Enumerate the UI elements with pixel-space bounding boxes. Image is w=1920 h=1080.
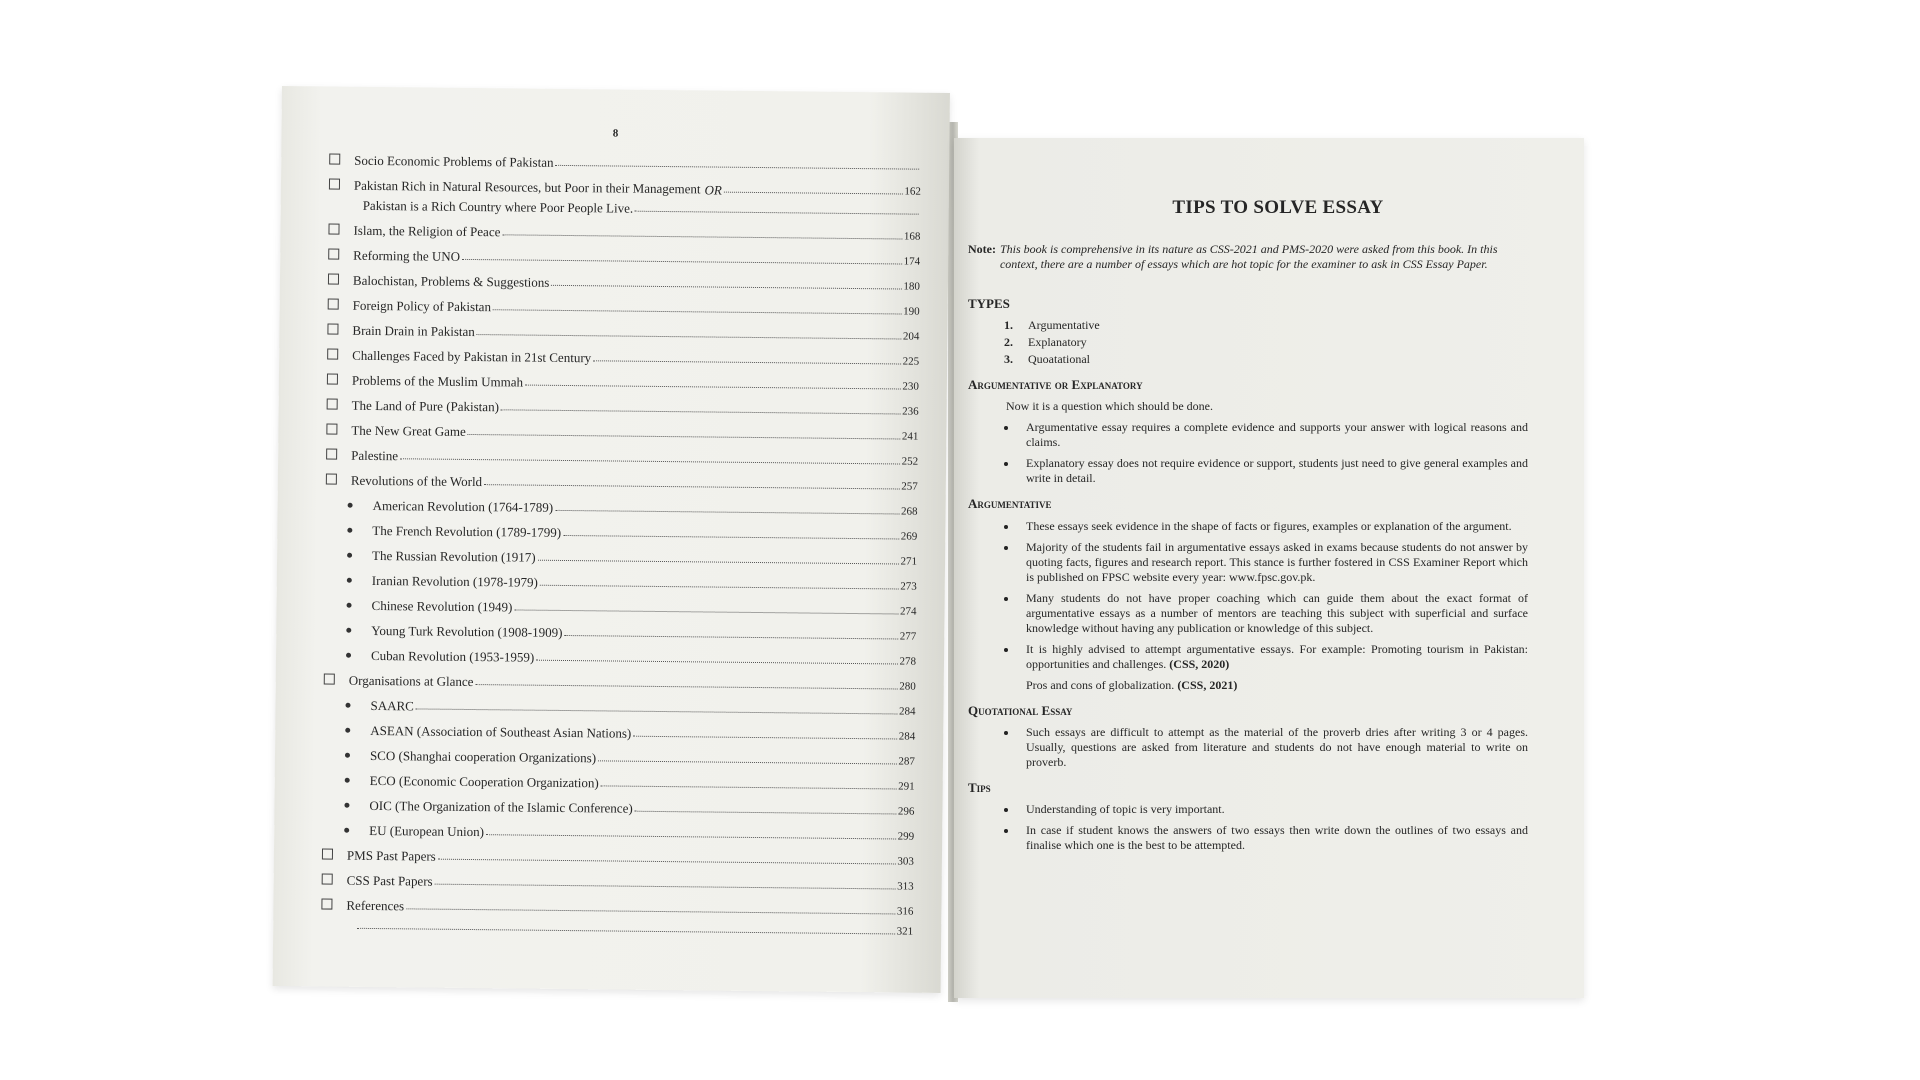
toc-page-number: 204 [902, 330, 920, 343]
toc-title: Palestine [351, 447, 399, 464]
item-number: 1. [1004, 318, 1013, 332]
checkbox-square-icon [326, 448, 337, 459]
left-page [273, 86, 950, 993]
arg-or-exp-intro: Now it is a question which should be done. [1006, 399, 1213, 414]
dot-leader [563, 535, 899, 540]
list-item [1004, 335, 1528, 350]
item-text: Quoatational [1028, 352, 1090, 366]
right-page [954, 138, 1584, 998]
toc-title: The French Revolution (1789-1799) [372, 522, 562, 540]
toc-title: Revolutions of the World [350, 472, 483, 490]
toc-page-number: 257 [901, 480, 918, 493]
dot-leader [555, 165, 919, 170]
toc-title: Problems of the Muslim Ummah [351, 372, 524, 390]
toc-page-number: 274 [899, 605, 917, 618]
toc-title: Reforming the UNO [353, 247, 461, 264]
bullet-icon [1004, 597, 1008, 601]
toc-title: OIC (The Organization of the Islamic Conference) [369, 797, 633, 816]
checkbox-square-icon [322, 873, 333, 884]
toc-or: OR [704, 182, 722, 198]
dot-leader [635, 211, 919, 215]
checkbox-square-icon [327, 373, 338, 384]
bullet-icon [344, 803, 349, 808]
item-text: Understanding of topic is very important. [1026, 802, 1225, 816]
toc-page-number: 236 [902, 405, 919, 418]
toc-title: Young Turk Revolution (1908-1909) [371, 622, 563, 640]
citation: (CSS, 2021) [1177, 677, 1238, 692]
toc-page-number: 268 [901, 505, 918, 518]
bullet-icon [347, 528, 352, 533]
item-text: Majority of the students fail in argumentative essays asked in exams because students do not answer by quoting facts, figures and research report. This stance is further fostered in CSS Examiner Report which is published on FPSC website every year: www.fpsc.gov.pk. [1026, 539, 1528, 584]
toc-title: ECO (Economic Cooperation Organization) [369, 772, 599, 791]
arg-or-exp-heading: Argumentative or Explanatory [968, 377, 1143, 392]
arg-or-exp-list [968, 420, 1528, 486]
dot-leader [555, 510, 899, 515]
toc-page-number: 299 [897, 830, 915, 843]
checkbox-square-icon [328, 298, 339, 309]
checkbox-square-icon [327, 323, 338, 334]
dot-leader [724, 192, 903, 195]
argumentative-list [968, 519, 1528, 672]
toc-page-number: 225 [902, 355, 920, 368]
dot-leader [601, 785, 896, 789]
item-text: Explanatory essay does not require evidence or support, students just need to give general examples and write in detail. [1026, 456, 1528, 486]
bullet-icon [348, 503, 353, 508]
types-list [968, 318, 1528, 367]
list-item [1004, 802, 1528, 817]
dot-leader [593, 360, 900, 364]
note-text: This book is comprehensive in its nature as CSS-2021 and PMS-2020 were asked from this book. In this context, there are a number of essays which are hot topic for the examiner to ask in CSS Essay Paper. [999, 241, 1498, 271]
toc-page-number: 321 [896, 925, 914, 938]
toc-title: Socio Economic Problems of Pakistan [354, 152, 554, 170]
types-heading: TYPES [968, 295, 1010, 311]
dot-leader [564, 635, 897, 639]
dot-leader [501, 409, 900, 414]
bullet-icon [1004, 426, 1008, 430]
toc-page-number: 278 [899, 655, 917, 668]
dot-leader [538, 560, 899, 565]
bullet-icon [344, 828, 349, 833]
list-item [1004, 725, 1528, 770]
toc-title: CSS Past Papers [346, 872, 433, 889]
toc-page-number: 284 [898, 730, 916, 743]
item-text: Explanatory [1028, 335, 1087, 349]
toc-title: SCO (Shanghai cooperation Organizations) [369, 747, 597, 766]
item-text: These essays seek evidence in the shape of facts or figures, examples or explanation of the argument. [1026, 518, 1512, 533]
checkbox-square-icon [322, 848, 333, 859]
toc-title: Iranian Revolution (1978-1979) [371, 572, 538, 590]
checkbox-square-icon [328, 248, 339, 259]
dot-leader [540, 585, 898, 590]
toc-title: Foreign Policy of Pakistan [352, 297, 492, 315]
toc-title: ASEAN (Association of Southeast Asian Nations) [370, 722, 632, 741]
bullet-icon [346, 653, 351, 658]
bullet-icon [1004, 731, 1008, 735]
item-text: Argumentative essay requires a complete evidence and supports your answer with logical reasons and claims. [1026, 420, 1528, 450]
toc-page-number: 303 [897, 855, 914, 868]
toc-title: Brain Drain in Pakistan [352, 322, 475, 340]
dot-leader [493, 309, 901, 314]
table-of-contents [313, 142, 921, 938]
bullet-icon [345, 753, 350, 758]
bullet-icon [1004, 462, 1008, 466]
list-item [1004, 642, 1528, 672]
toc-page-number: 273 [900, 580, 917, 593]
toc-page-number: 174 [903, 255, 921, 268]
checkbox-square-icon [329, 153, 340, 164]
list-item [1004, 823, 1528, 853]
item-text: Such essays are difficult to attempt as the material of the proverb dries after writing 3 or 4 pages. Usually, questions are asked from literature and students do not have enough material to write on proverb. [1026, 724, 1528, 769]
toc-title: The Russian Revolution (1917) [372, 547, 536, 565]
list-item [1004, 591, 1528, 636]
toc-title: American Revolution (1764-1789) [372, 497, 554, 515]
toc-title: The New Great Game [351, 422, 466, 439]
toc-title: Challenges Faced by Pakistan in 21st Century [352, 347, 592, 366]
dot-leader [502, 234, 902, 239]
checkbox-square-icon [326, 473, 337, 484]
dot-leader [486, 834, 896, 839]
toc-page-number: 180 [903, 280, 920, 293]
list-item [1004, 420, 1528, 450]
tips-list [968, 802, 1528, 853]
list-item [1004, 352, 1528, 367]
toc-title: References [346, 897, 405, 914]
argumentative-extra: Pros and cons of globalization. (CSS, 2021) [1026, 677, 1238, 692]
item-number: 3. [1004, 352, 1013, 366]
toc-title: Organisations at Glance [348, 672, 474, 690]
dot-leader [484, 484, 899, 489]
list-item [1004, 540, 1528, 585]
toc-page-number: 230 [902, 380, 919, 393]
toc-page-number: 296 [897, 805, 915, 818]
citation: (CSS, 2020) [1169, 656, 1230, 671]
checkbox-square-icon [324, 673, 335, 684]
toc-page-number: 316 [896, 905, 914, 918]
dot-leader [598, 760, 896, 764]
dot-leader [525, 385, 900, 390]
toc-page-number: 287 [898, 755, 916, 768]
toc-page-number: 162 [904, 185, 921, 198]
argumentative-heading: Argumentative [968, 496, 1052, 512]
checkbox-square-icon [321, 898, 332, 909]
toc-page-number: 313 [897, 880, 914, 893]
dot-leader [475, 684, 897, 689]
toc-page-number: 280 [899, 680, 916, 693]
bullet-icon [345, 703, 350, 708]
page-number: 8 [612, 127, 619, 140]
toc-page-number: 241 [901, 430, 919, 443]
checkbox-square-icon [328, 223, 339, 234]
bullet-icon [345, 778, 350, 783]
dot-leader [357, 928, 894, 935]
checkbox-square-icon [326, 423, 337, 434]
toc-page-number: 277 [899, 630, 917, 643]
item-text: Argumentative [1028, 318, 1100, 332]
list-item [1004, 318, 1528, 333]
quotational-heading: Quotational Essay [968, 702, 1073, 718]
bullet-icon [346, 628, 351, 633]
item-text: In case if student knows the answers of two essays then write down the outlines of two essays and finalise which one is the best to be attempted. [1026, 823, 1528, 852]
bullet-icon [347, 578, 352, 583]
dot-leader [477, 334, 901, 339]
toc-title: The Land of Pure (Pakistan) [351, 397, 500, 415]
bullet-icon [345, 728, 350, 733]
item-text: It is highly advised to attempt argumentative essays. For example: Promoting tourism in Pakistan: opportunities and challenges. [1026, 641, 1528, 671]
checkbox-square-icon [327, 348, 338, 359]
toc-page-number: 271 [900, 555, 918, 568]
dot-leader [536, 660, 897, 665]
open-book [282, 86, 1582, 986]
bullet-icon [347, 553, 352, 558]
bullet-icon [1004, 829, 1008, 833]
toc-page-number: 252 [901, 455, 919, 468]
bullet-icon [347, 603, 352, 608]
bullet-icon [1004, 546, 1008, 550]
list-item [1004, 456, 1528, 486]
page-title: TIPS TO SOLVE ESSAY [1172, 197, 1384, 218]
list-item [1004, 519, 1528, 534]
bullet-icon [1004, 648, 1008, 652]
toc-title: PMS Past Papers [346, 847, 436, 864]
toc-title: Pakistan is a Rich Country where Poor People Live. [362, 197, 634, 216]
dot-leader [514, 609, 898, 614]
note-label: Note: [968, 241, 996, 256]
dot-leader [551, 285, 901, 290]
bullet-icon [1004, 525, 1008, 529]
checkbox-square-icon [328, 273, 339, 284]
dot-leader [633, 736, 896, 740]
tips-heading: Tips [968, 779, 991, 795]
toc-title: Cuban Revolution (1953-1959) [370, 647, 535, 665]
checkbox-square-icon [327, 398, 338, 409]
dot-leader [635, 811, 896, 815]
toc-page-number: 284 [898, 705, 916, 718]
quotational-list [968, 725, 1528, 770]
toc-title: EU (European Union) [369, 822, 485, 840]
toc-page-number: 269 [900, 530, 918, 543]
toc-title: Islam, the Religion of Peace [353, 222, 501, 240]
toc-title: Pakistan Rich in Natural Resources, but Poor in their Management [353, 177, 701, 197]
item-number: 2. [1004, 335, 1013, 349]
toc-title: SAARC [370, 697, 414, 714]
toc-page-number: 190 [903, 305, 920, 318]
bullet-icon [1004, 808, 1008, 812]
checkbox-square-icon [329, 178, 340, 189]
toc-page-number: 168 [903, 230, 921, 243]
note [968, 242, 1528, 272]
toc-title: Chinese Revolution (1949) [371, 597, 513, 615]
toc-page-number: 291 [898, 780, 915, 793]
toc-title: Balochistan, Problems & Suggestions [352, 272, 550, 290]
item-text: Many students do not have proper coaching which can guide them about the exact format of argumentative essays as a number of mentors are teaching this subject with superficial and surface knowledge without having any publication or knowledge of this subject. [1026, 590, 1528, 635]
